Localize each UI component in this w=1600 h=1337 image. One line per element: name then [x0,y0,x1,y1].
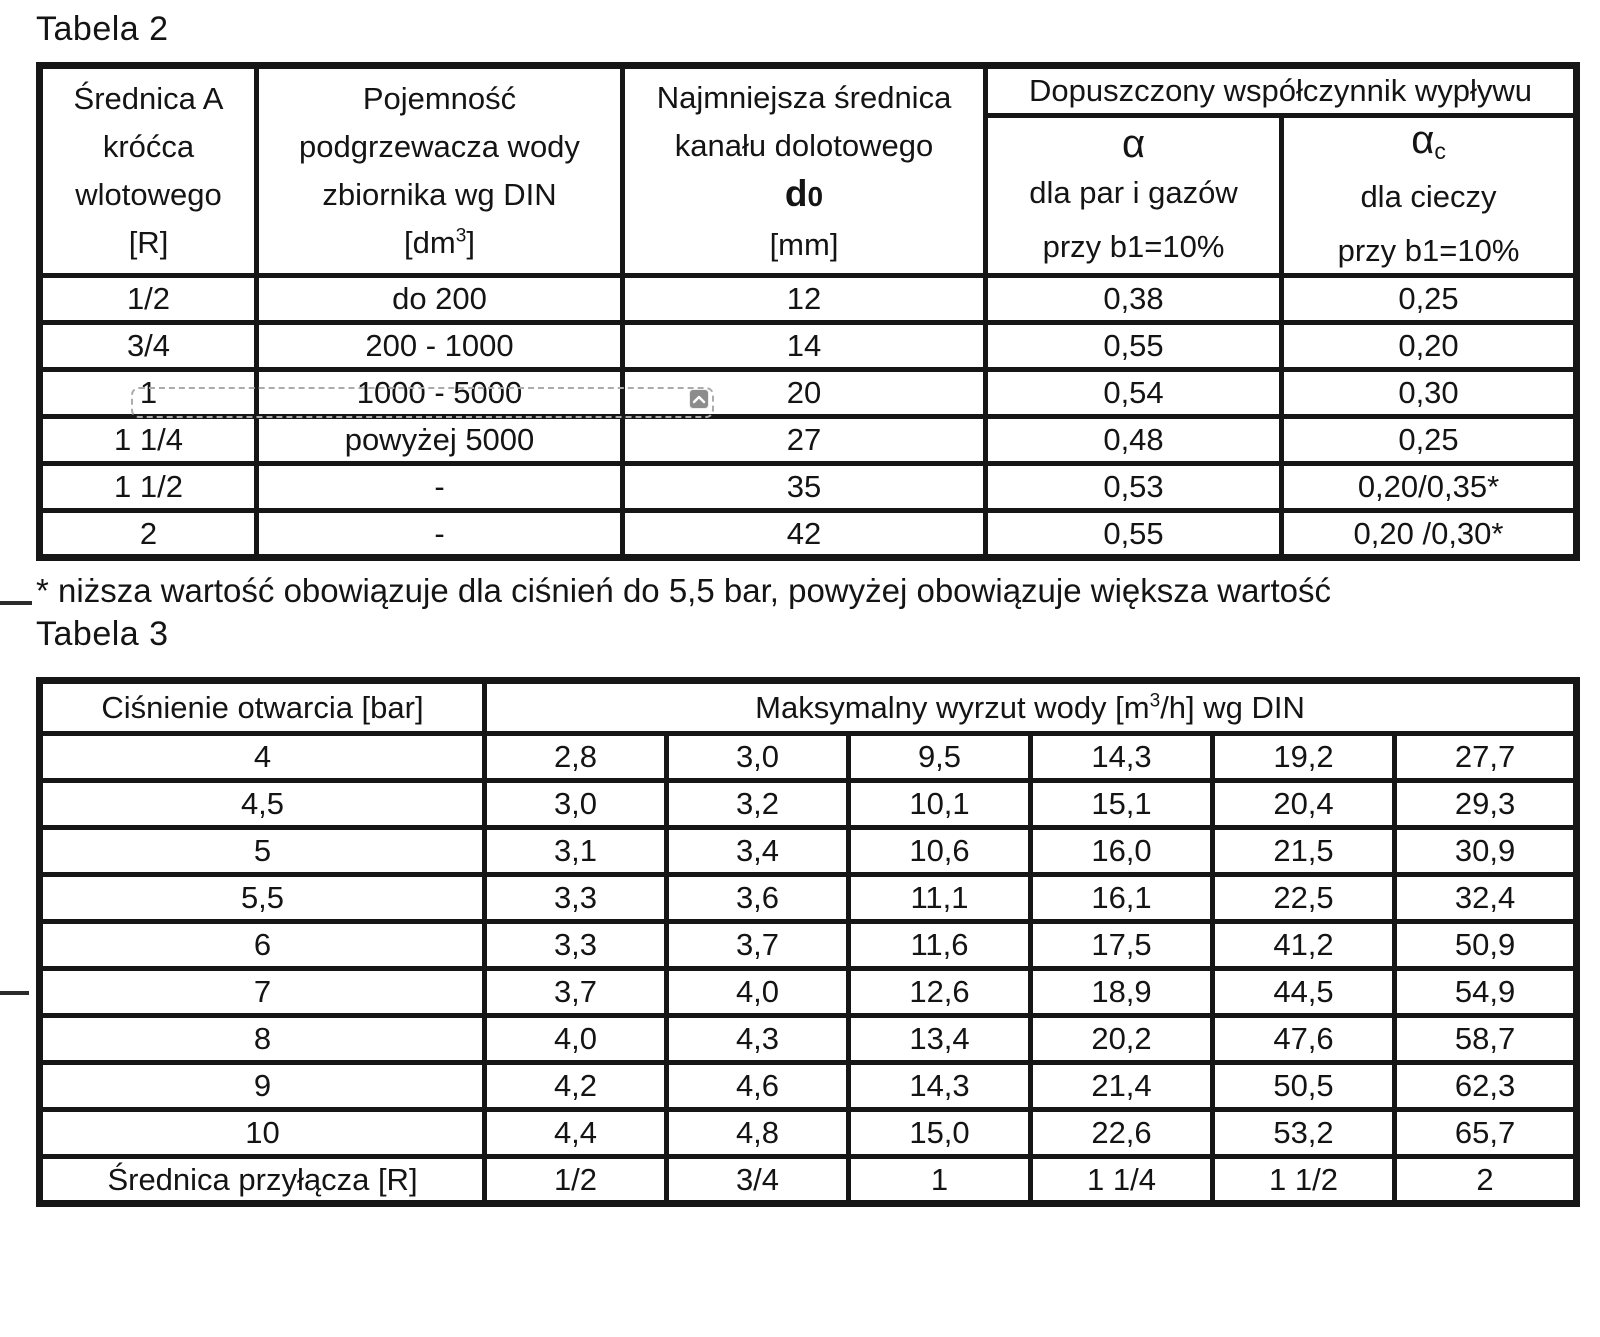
margin-tick [0,601,32,605]
header-line: Pojemność [362,81,517,116]
header-flow-coefficient: Dopuszczony współczynnik wypływu [986,66,1577,116]
symbol-d0 [629,170,979,221]
cell: 1/2 [485,1157,667,1204]
cell: 3,1 [485,828,667,875]
header-heater-capacity [257,66,623,276]
table-row [40,276,1577,323]
cell: 200 - 1000 [257,323,623,370]
cell: 53,2 [1213,1110,1395,1157]
table-row [40,1063,1577,1110]
cell: 13,4 [849,1016,1031,1063]
cell: 0,48 [986,417,1282,464]
cell: 22,5 [1213,875,1395,922]
cell: 9,5 [849,734,1031,781]
cell: 62,3 [1395,1063,1577,1110]
alpha-glyph: α [1121,122,1146,166]
cell: 50,5 [1213,1063,1395,1110]
cell: 4,2 [485,1063,667,1110]
cell: 0,53 [986,464,1282,511]
cell: 11,6 [849,922,1031,969]
cell: 0,20 [1282,323,1577,370]
header-line: króćca [102,129,195,164]
cell: 3,3 [485,875,667,922]
cell: powyżej 5000 [257,417,623,464]
header-max-water-discharge [485,681,1577,734]
alpha-subscript: c [1434,138,1446,164]
cell: 7 [40,969,485,1016]
unit-superscript: 3 [455,225,467,247]
table-row [40,875,1577,922]
cell: 58,7 [1395,1016,1577,1063]
cell: 10 [40,1110,485,1157]
table-2 [36,62,1580,561]
table-2-header-row-1 [40,66,1577,116]
table-3-title: Tabela 3 [36,615,169,653]
cell: 9 [40,1063,485,1110]
alpha-glyph: α [1411,118,1435,162]
cell: 3,0 [485,781,667,828]
header-line: zbiornika wg DIN [322,177,557,212]
cell: 47,6 [1213,1016,1395,1063]
cell: 21,4 [1031,1063,1213,1110]
alpha-c-symbol [1288,118,1569,173]
cell: 27,7 [1395,734,1577,781]
cell: 12,6 [849,969,1031,1016]
unit-superscript: 3 [1149,690,1161,712]
cell: 8 [40,1016,485,1063]
chevron-up-button[interactable] [689,389,709,409]
symbol-d: d [784,172,808,214]
cell: 14 [623,323,986,370]
table-row [40,511,1577,558]
header-line: [R] [128,225,169,260]
table-3-header-row [40,681,1577,734]
header-line: dla par i gazów [1029,175,1238,210]
table-2-title: Tabela 2 [36,10,169,48]
table-3-header [40,681,1577,734]
header-line: przy b1=10% [1042,229,1225,264]
cell: 1/2 [40,276,257,323]
cell: 50,9 [1395,922,1577,969]
table-row [40,1110,1577,1157]
cell: 1 1/2 [40,464,257,511]
cell: 4 [40,734,485,781]
cell: 41,2 [1213,922,1395,969]
cell: 19,2 [1213,734,1395,781]
cell: 4,3 [667,1016,849,1063]
cell: 1 [849,1157,1031,1204]
table-3 [36,677,1580,1207]
cell: 3,6 [667,875,849,922]
cell: 4,5 [40,781,485,828]
cell: 5,5 [40,875,485,922]
header-unit-mm: [mm] [769,226,839,262]
cell: 0,38 [986,276,1282,323]
cell: 18,9 [1031,969,1213,1016]
cell: 3,4 [667,828,849,875]
cell: 27 [623,417,986,464]
cell: 0,54 [986,370,1282,417]
cell: 20,4 [1213,781,1395,828]
cell: 2 [40,511,257,558]
table-row [40,781,1577,828]
cell: 17,5 [1031,922,1213,969]
header-text: Maksymalny wyrzut wody [m [755,689,1150,725]
cell: 3/4 [667,1157,849,1204]
table-row [40,922,1577,969]
cell: 65,7 [1395,1110,1577,1157]
table-3-body [40,734,1577,1204]
header-line: przy b1=10% [1337,233,1520,268]
cell: 0,25 [1282,276,1577,323]
symbol-zero: 0 [807,180,824,212]
cell: 1000 - 5000 [257,370,623,417]
cell: 14,3 [849,1063,1031,1110]
cell: 29,3 [1395,781,1577,828]
table-row [40,1157,1577,1204]
header-alpha-liquids [1282,116,1577,276]
header-line: Średnica A [73,81,224,116]
cell: 10,1 [849,781,1031,828]
cell: 10,6 [849,828,1031,875]
cell: 4,8 [667,1110,849,1157]
cell: 3,7 [485,969,667,1016]
cell: 15,0 [849,1110,1031,1157]
cell: 3,0 [667,734,849,781]
table-row [40,370,1577,417]
cell: 0,55 [986,323,1282,370]
header-line: wlotowego [75,177,222,212]
cell: 16,1 [1031,875,1213,922]
cell: 22,6 [1031,1110,1213,1157]
footnote: * niższa wartość obowiązuje dla ciśnień do 5,5 bar, powyżej obowiązuje większa wartość [36,572,1331,609]
unit-text: [dm [404,225,456,260]
cell: 20,2 [1031,1016,1213,1063]
chevron-up-icon [692,394,706,404]
cell: 3,3 [485,922,667,969]
header-unit-dm3 [263,219,616,267]
header-min-inlet-duct-diameter [623,66,986,276]
cell: 3,2 [667,781,849,828]
cell: 0,55 [986,511,1282,558]
cell: 14,3 [1031,734,1213,781]
table-row [40,1016,1577,1063]
cell: 0,20 /0,30* [1282,511,1577,558]
cell: 4,4 [485,1110,667,1157]
cell: Średnica przyłącza [R] [40,1157,485,1204]
table-2-body [40,276,1577,558]
cell: 1 1/4 [1031,1157,1213,1204]
cell: 35 [623,464,986,511]
cell: 0,20/0,35* [1282,464,1577,511]
cell: 4,6 [667,1063,849,1110]
cell: do 200 [257,276,623,323]
cell: 1 1/2 [1213,1157,1395,1204]
header-alpha-gases [986,116,1282,276]
cell: 21,5 [1213,828,1395,875]
cell: 44,5 [1213,969,1395,1016]
cell: 15,1 [1031,781,1213,828]
cell: 12 [623,276,986,323]
cell: 11,1 [849,875,1031,922]
cell: 54,9 [1395,969,1577,1016]
table-row [40,464,1577,511]
header-line: kanału dolotowego [674,127,934,163]
cell: - [257,511,623,558]
header-opening-pressure: Ciśnienie otwarcia [bar] [40,681,485,734]
cell: 16,0 [1031,828,1213,875]
table-2-header [40,66,1577,276]
cell: 0,30 [1282,370,1577,417]
cell: 5 [40,828,485,875]
cell: 6 [40,922,485,969]
header-line: podgrzewacza wody [299,129,580,164]
margin-tick [0,991,29,995]
header-line: dla cieczy [1360,179,1497,214]
cell: 2,8 [485,734,667,781]
cell: 0,25 [1282,417,1577,464]
alpha-symbol [992,122,1275,169]
table-row [40,828,1577,875]
unit-text: ] [466,225,475,260]
cell: 3/4 [40,323,257,370]
cell: - [257,464,623,511]
header-text: /h] wg DIN [1160,689,1305,725]
table-row [40,417,1577,464]
cell: 32,4 [1395,875,1577,922]
cell: 30,9 [1395,828,1577,875]
cell: 2 [1395,1157,1577,1204]
cell: 1 [40,370,257,417]
cell: 1 1/4 [40,417,257,464]
header-line: Najmniejsza średnica [656,79,952,115]
cell: 3,7 [667,922,849,969]
cell: 4,0 [667,969,849,1016]
cell: 20 [623,370,986,417]
cell: 42 [623,511,986,558]
table-row [40,969,1577,1016]
table-row [40,734,1577,781]
header-inlet-diameter [40,66,257,276]
table-row [40,323,1577,370]
cell: 4,0 [485,1016,667,1063]
